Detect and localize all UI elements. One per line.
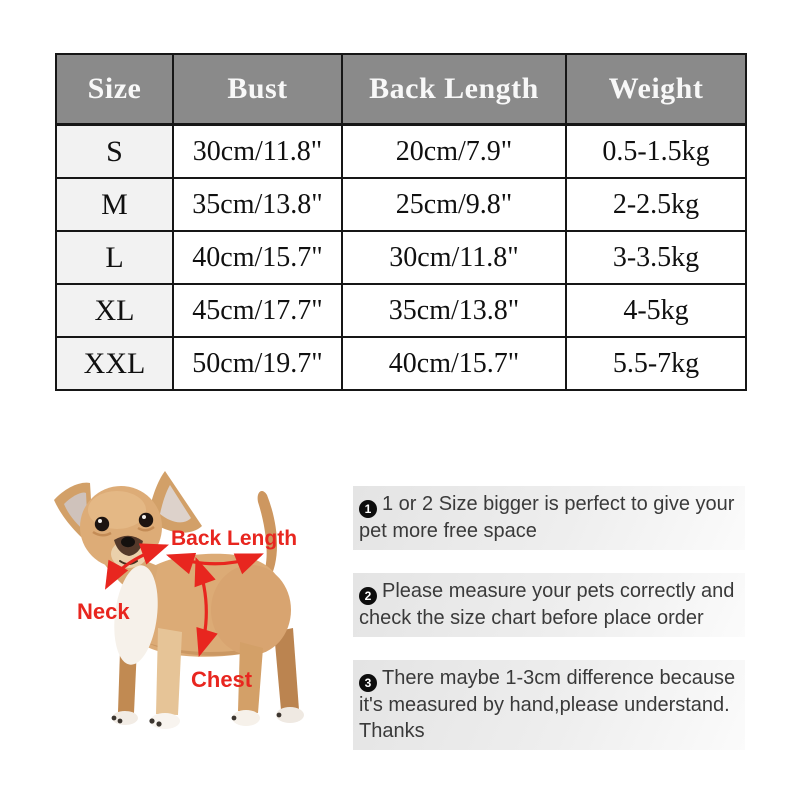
table-cell: 30cm/11.8"	[173, 125, 342, 179]
table-cell: 5.5-7kg	[566, 337, 746, 390]
table-cell: 35cm/13.8"	[173, 178, 342, 231]
paw-toe	[277, 713, 282, 718]
table-cell: 45cm/17.7"	[173, 284, 342, 337]
paw-toe	[156, 721, 161, 726]
note-text: There maybe 1-3cm difference because it's measured by hand,please understand. Thanks	[359, 667, 736, 742]
size-chart-table	[55, 53, 747, 391]
table-row-s	[56, 125, 746, 179]
table-header-row	[56, 54, 746, 125]
dog-illustration	[30, 460, 330, 745]
table-cell: 30cm/11.8"	[342, 231, 566, 284]
dog-haunch	[211, 565, 291, 655]
circled-number-2-icon: 2	[359, 587, 377, 605]
table-cell: 4-5kg	[566, 284, 746, 337]
table-cell: 0.5-1.5kg	[566, 125, 746, 179]
note-text: 1 or 2 Size bigger is perfect to give your pet more free space	[359, 493, 735, 542]
eye-glint	[98, 519, 102, 523]
table-row-xl	[56, 284, 746, 337]
table-cell: 40cm/15.7"	[342, 337, 566, 390]
table-cell: S	[56, 125, 173, 179]
table-cell: 35cm/13.8"	[342, 284, 566, 337]
table-row-m	[56, 178, 746, 231]
note-hand-measured	[353, 660, 745, 750]
paw-toe	[149, 718, 154, 723]
column-header-size: Size	[56, 54, 173, 125]
dog-eye-right	[139, 513, 153, 527]
note-size-bigger	[353, 486, 745, 550]
table-cell: 40cm/15.7"	[173, 231, 342, 284]
table-cell: L	[56, 231, 173, 284]
column-header-bust: Bust	[173, 54, 342, 125]
back-length-label: Back Length	[171, 527, 298, 550]
table-cell: 25cm/9.8"	[342, 178, 566, 231]
circled-number-3-icon: 3	[359, 674, 377, 692]
table-row-l	[56, 231, 746, 284]
chest-label: Chest	[191, 667, 253, 692]
table-cell: 50cm/19.7"	[173, 337, 342, 390]
paw-toe	[232, 716, 237, 721]
dog-measurement-diagram	[30, 460, 330, 745]
table-cell: XL	[56, 284, 173, 337]
dog-nose	[121, 537, 135, 547]
table-cell: 3-3.5kg	[566, 231, 746, 284]
column-header-back-length: Back Length	[342, 54, 566, 125]
table-cell: XXL	[56, 337, 173, 390]
table-cell: M	[56, 178, 173, 231]
circled-number-1-icon: 1	[359, 500, 377, 518]
note-text: Please measure your pets correctly and check the size chart before place order	[359, 580, 735, 629]
dog-near-front-leg	[156, 628, 182, 715]
column-header-weight: Weight	[566, 54, 746, 125]
paw-toe	[112, 716, 117, 721]
dog-eye-left	[95, 517, 109, 531]
eye-glint	[142, 515, 146, 519]
table-cell: 2-2.5kg	[566, 178, 746, 231]
table-cell: 20cm/7.9"	[342, 125, 566, 179]
paw-toe	[118, 719, 123, 724]
neck-label: Neck	[77, 599, 130, 624]
note-measure-correctly	[353, 573, 745, 637]
table-row-xxl	[56, 337, 746, 390]
